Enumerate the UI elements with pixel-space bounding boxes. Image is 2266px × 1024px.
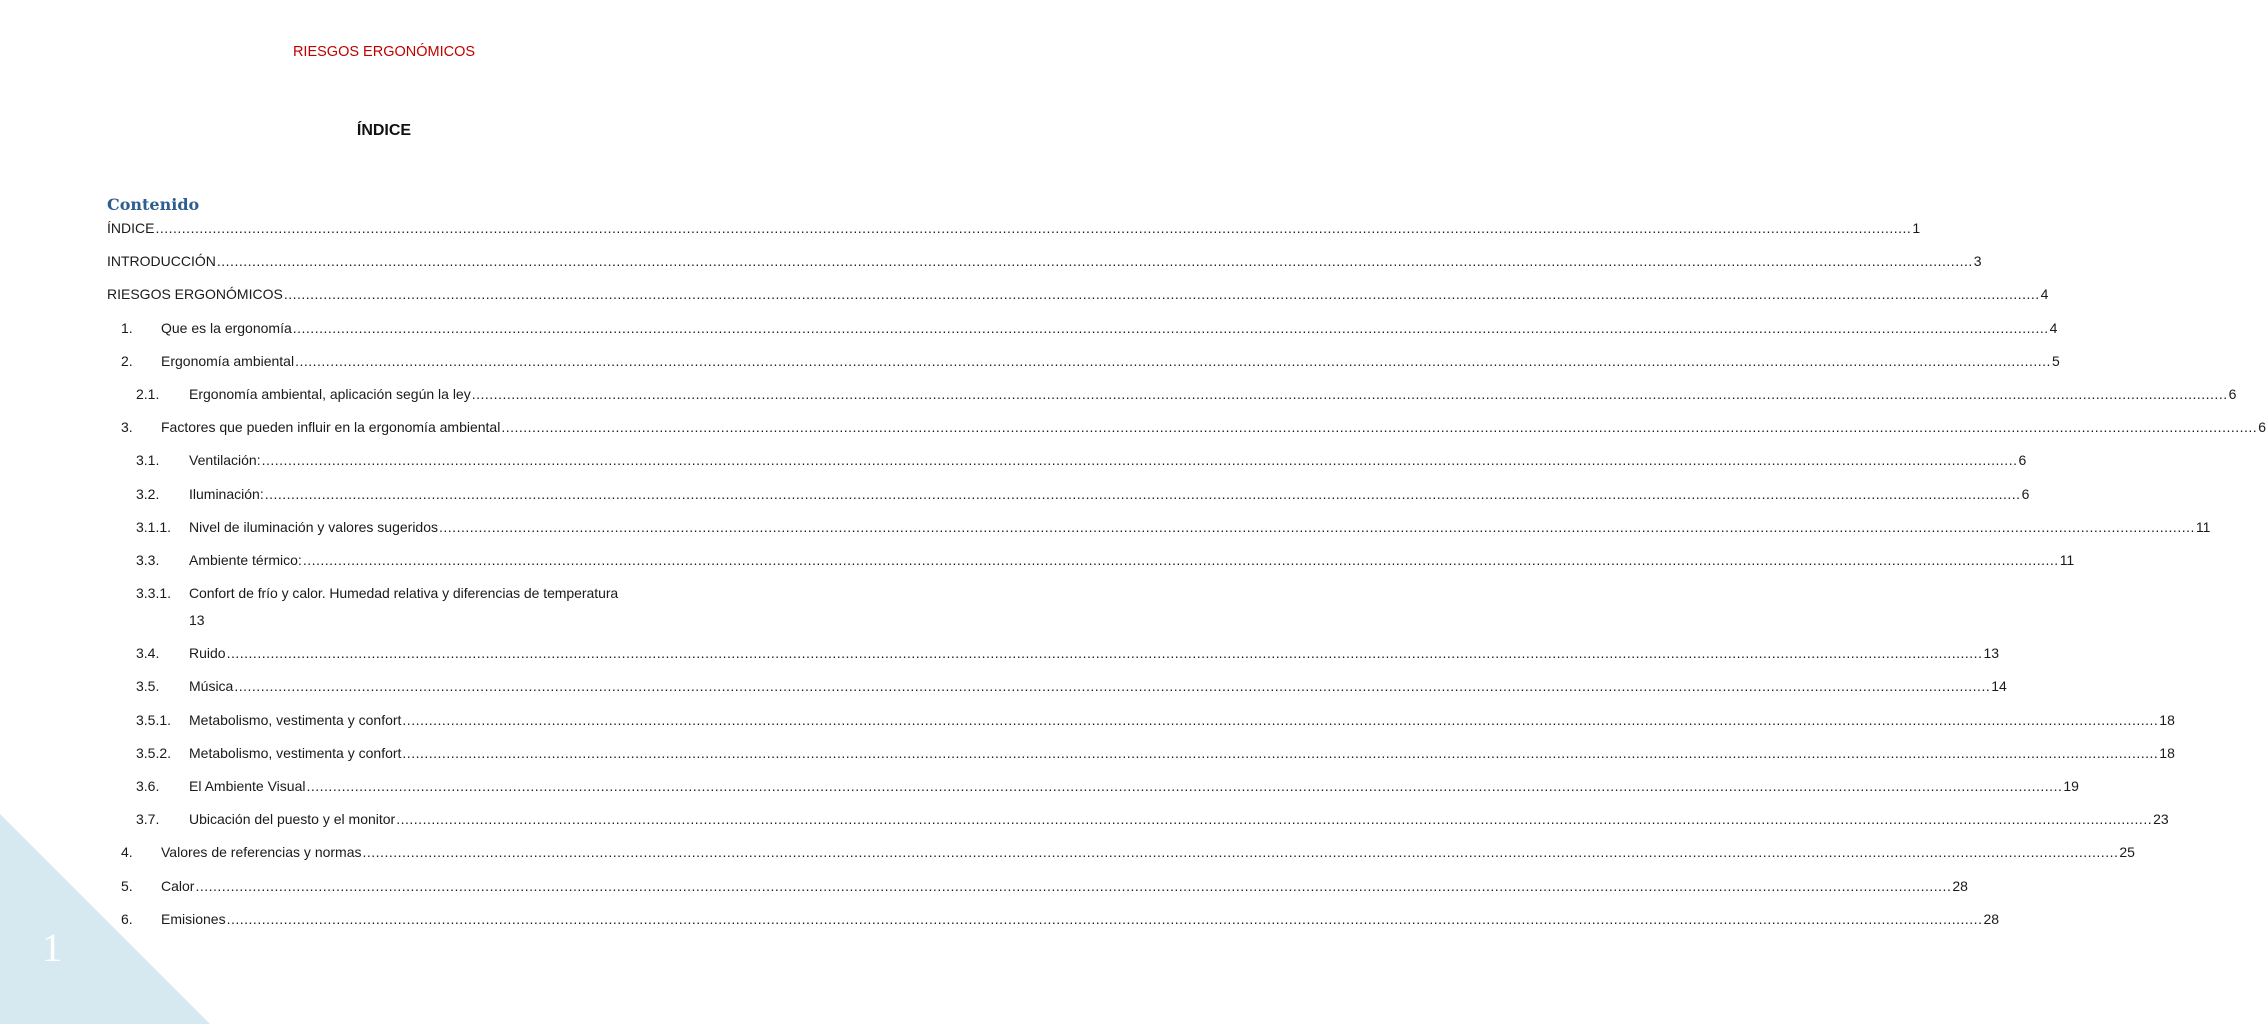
toc-entry-number: 4.: [121, 844, 133, 861]
toc-leader-dots: ................................................................................................................................................................................................................................................................................................................................................................................................................: [292, 319, 2049, 336]
toc-entry-page: 4: [2049, 319, 2058, 336]
document-header: RIESGOS ERGONÓMICOS: [292, 44, 476, 60]
toc-entry-title: Metabolismo, vestimenta y confort: [189, 744, 402, 761]
toc-leader-dots: ................................................................................................................................................................................................................................................................................................................................................................................................................: [234, 678, 1991, 695]
toc-entry-title: Valores de referencias y normas: [161, 844, 362, 861]
toc-entry[interactable]: [107, 351, 2060, 371]
toc-entry-page: 6: [2228, 385, 2237, 402]
toc-entry-page: 13: [1983, 645, 2000, 662]
contents-heading: Contenido: [107, 195, 200, 214]
toc-leader-dots: ................................................................................................................................................................................................................................................................................................................................................................................................................: [226, 645, 1983, 662]
toc-entry-title: Que es la ergonomía: [161, 319, 292, 336]
toc-entry-page: 11: [2059, 551, 2075, 568]
toc-entry[interactable]: [107, 710, 2175, 730]
toc-leader-dots: ................................................................................................................................................................................................................................................................................................................................................................................................................: [439, 518, 2195, 535]
toc-entry-title: Iluminación:: [189, 485, 264, 502]
toc-leader-dots: ................................................................................................................................................................................................................................................................................................................................................................................................................: [501, 419, 2258, 436]
toc-entry-page: 28: [1983, 910, 2000, 927]
toc-leader-dots: ................................................................................................................................................................................................................................................................................................................................................................................................................: [195, 877, 1952, 894]
toc-entry-title: Calor: [161, 877, 195, 894]
toc-entry-number: 5.: [121, 877, 133, 894]
toc-entry[interactable]: [107, 550, 2075, 570]
toc-entry-title: Confort de frío y calor. Humedad relativa y diferencias de temperatura: [189, 585, 619, 602]
toc-entry[interactable]: [107, 517, 2211, 537]
toc-entry-number: 3.7.: [136, 811, 160, 828]
toc-leader-dots: ................................................................................................................................................................................................................................................................................................................................................................................................................: [302, 551, 2059, 568]
toc-entry-page: 14: [1991, 678, 2007, 695]
toc-entry-number: 6.: [121, 910, 133, 927]
toc-entry-title: Ubicación del puesto y el monitor: [189, 811, 396, 828]
toc-entry-number: 3.3.: [136, 551, 160, 568]
toc-entry-title: Ventilación:: [189, 452, 261, 469]
toc-leader-dots: ................................................................................................................................................................................................................................................................................................................................................................................................................: [402, 711, 2159, 728]
corner-decoration: [0, 814, 210, 1024]
toc-leader-dots: ................................................................................................................................................................................................................................................................................................................................................................................................................: [402, 744, 2159, 761]
toc-entry-title: Factores que pueden influir en la ergonomía ambiental: [161, 419, 501, 436]
toc-entry-page: 6: [2018, 452, 2027, 469]
toc-entry-page: 18: [2159, 744, 2175, 761]
toc-entry-title: Ruido: [189, 645, 226, 662]
page-number: 1: [42, 925, 62, 970]
toc-entry-number: 3.2.: [136, 485, 160, 502]
toc-entry-page: 25: [2119, 844, 2135, 861]
toc-entry-title: Ergonomía ambiental, aplicación según la ley: [189, 385, 471, 402]
toc-entry-page: 5: [2051, 352, 2060, 369]
toc-entry-number: 3.1.1.: [136, 518, 172, 535]
toc-entry-page: 4: [2040, 286, 2049, 303]
toc-leader-dots: ................................................................................................................................................................................................................................................................................................................................................................................................................: [155, 220, 1912, 236]
toc-entry-number: 2.: [121, 352, 133, 369]
toc-leader-dots: ................................................................................................................................................................................................................................................................................................................................................................................................................: [295, 352, 2051, 369]
toc-entry-page: 19: [2063, 778, 2079, 794]
toc-entry-page: 13: [189, 612, 205, 629]
toc-leader-dots: ................................................................................................................................................................................................................................................................................................................................................................................................................: [261, 452, 2018, 469]
toc-entry[interactable]: [107, 776, 2079, 796]
toc-entry[interactable]: [107, 318, 2058, 338]
toc-entry-number: 3.5.2.: [136, 744, 172, 761]
toc-entry[interactable]: [107, 417, 2266, 437]
toc-entry-number: 2.1.: [136, 385, 160, 402]
toc-entry[interactable]: [107, 484, 2030, 504]
toc-leader-dots: ................................................................................................................................................................................................................................................................................................................................................................................................................: [226, 910, 1983, 927]
toc-entry[interactable]: [107, 676, 2007, 696]
toc-entry[interactable]: [107, 450, 2027, 470]
toc-leader-dots: ................................................................................................................................................................................................................................................................................................................................................................................................................: [362, 844, 2119, 861]
toc-entry-page: 6: [2021, 485, 2030, 502]
toc-entry[interactable]: [107, 583, 661, 630]
toc-leader-dots: ................................................................................................................................................................................................................................................................................................................................................................................................................: [283, 286, 2040, 303]
toc-entry-number: 3.3.1.: [136, 585, 172, 602]
toc-entry-number: 3.5.1.: [136, 711, 172, 728]
toc-entry[interactable]: [107, 251, 1982, 271]
toc-entry-page: 18: [2159, 711, 2175, 728]
page-title: ÍNDICE: [356, 122, 412, 139]
toc-entry-title: INTRODUCCIÓN: [107, 253, 216, 270]
toc-leader-dots: ................................................................................................................................................................................................................................................................................................................................................................................................................: [396, 811, 2153, 828]
toc-entry-number: 3.6.: [136, 778, 160, 794]
toc-entry[interactable]: [107, 743, 2175, 763]
toc-entry-number: 3.: [121, 419, 133, 436]
toc-entry-page: 28: [1952, 877, 1968, 894]
toc-entry-title: RIESGOS ERGONÓMICOS: [107, 286, 283, 303]
toc-entry-title: El Ambiente Visual: [189, 778, 306, 794]
toc-entry-page: 6: [2258, 419, 2266, 436]
toc-entry-title: Ambiente térmico:: [189, 551, 302, 568]
toc-entry-number: 3.5.: [136, 678, 160, 695]
toc-entry-title: Música: [189, 678, 234, 695]
toc-entry-page: 11: [2195, 518, 2211, 535]
toc-entry-number: 1.: [121, 319, 133, 336]
toc-entry-number: 3.4.: [136, 645, 160, 662]
toc-entry-number: 3.1.: [136, 452, 160, 469]
toc-leader-dots: ................................................................................................................................................................................................................................................................................................................................................................................................................: [264, 485, 2021, 502]
toc-entry-title: Metabolismo, vestimenta y confort: [189, 711, 402, 728]
toc-leader-dots: ................................................................................................................................................................................................................................................................................................................................................................................................................: [216, 253, 1973, 270]
toc-entry-page: 1: [1912, 220, 1921, 236]
toc-entry[interactable]: [107, 384, 2237, 404]
toc-entry-page: 23: [2153, 811, 2169, 828]
toc-entry-title: Nivel de iluminación y valores sugeridos: [189, 518, 439, 535]
toc-entry-title: Ergonomía ambiental: [161, 352, 295, 369]
toc-entry[interactable]: [107, 643, 2000, 663]
toc-entry-page: 3: [1973, 253, 1982, 270]
toc-entry[interactable]: [107, 284, 2049, 304]
toc-leader-dots: ................................................................................................................................................................................................................................................................................................................................................................................................................: [306, 778, 2063, 794]
toc-entry[interactable]: [107, 218, 1921, 238]
toc-leader-dots: ................................................................................................................................................................................................................................................................................................................................................................................................................: [471, 385, 2228, 402]
toc-entry-title: Emisiones: [161, 910, 226, 927]
toc-entry-title: ÍNDICE: [107, 220, 155, 236]
